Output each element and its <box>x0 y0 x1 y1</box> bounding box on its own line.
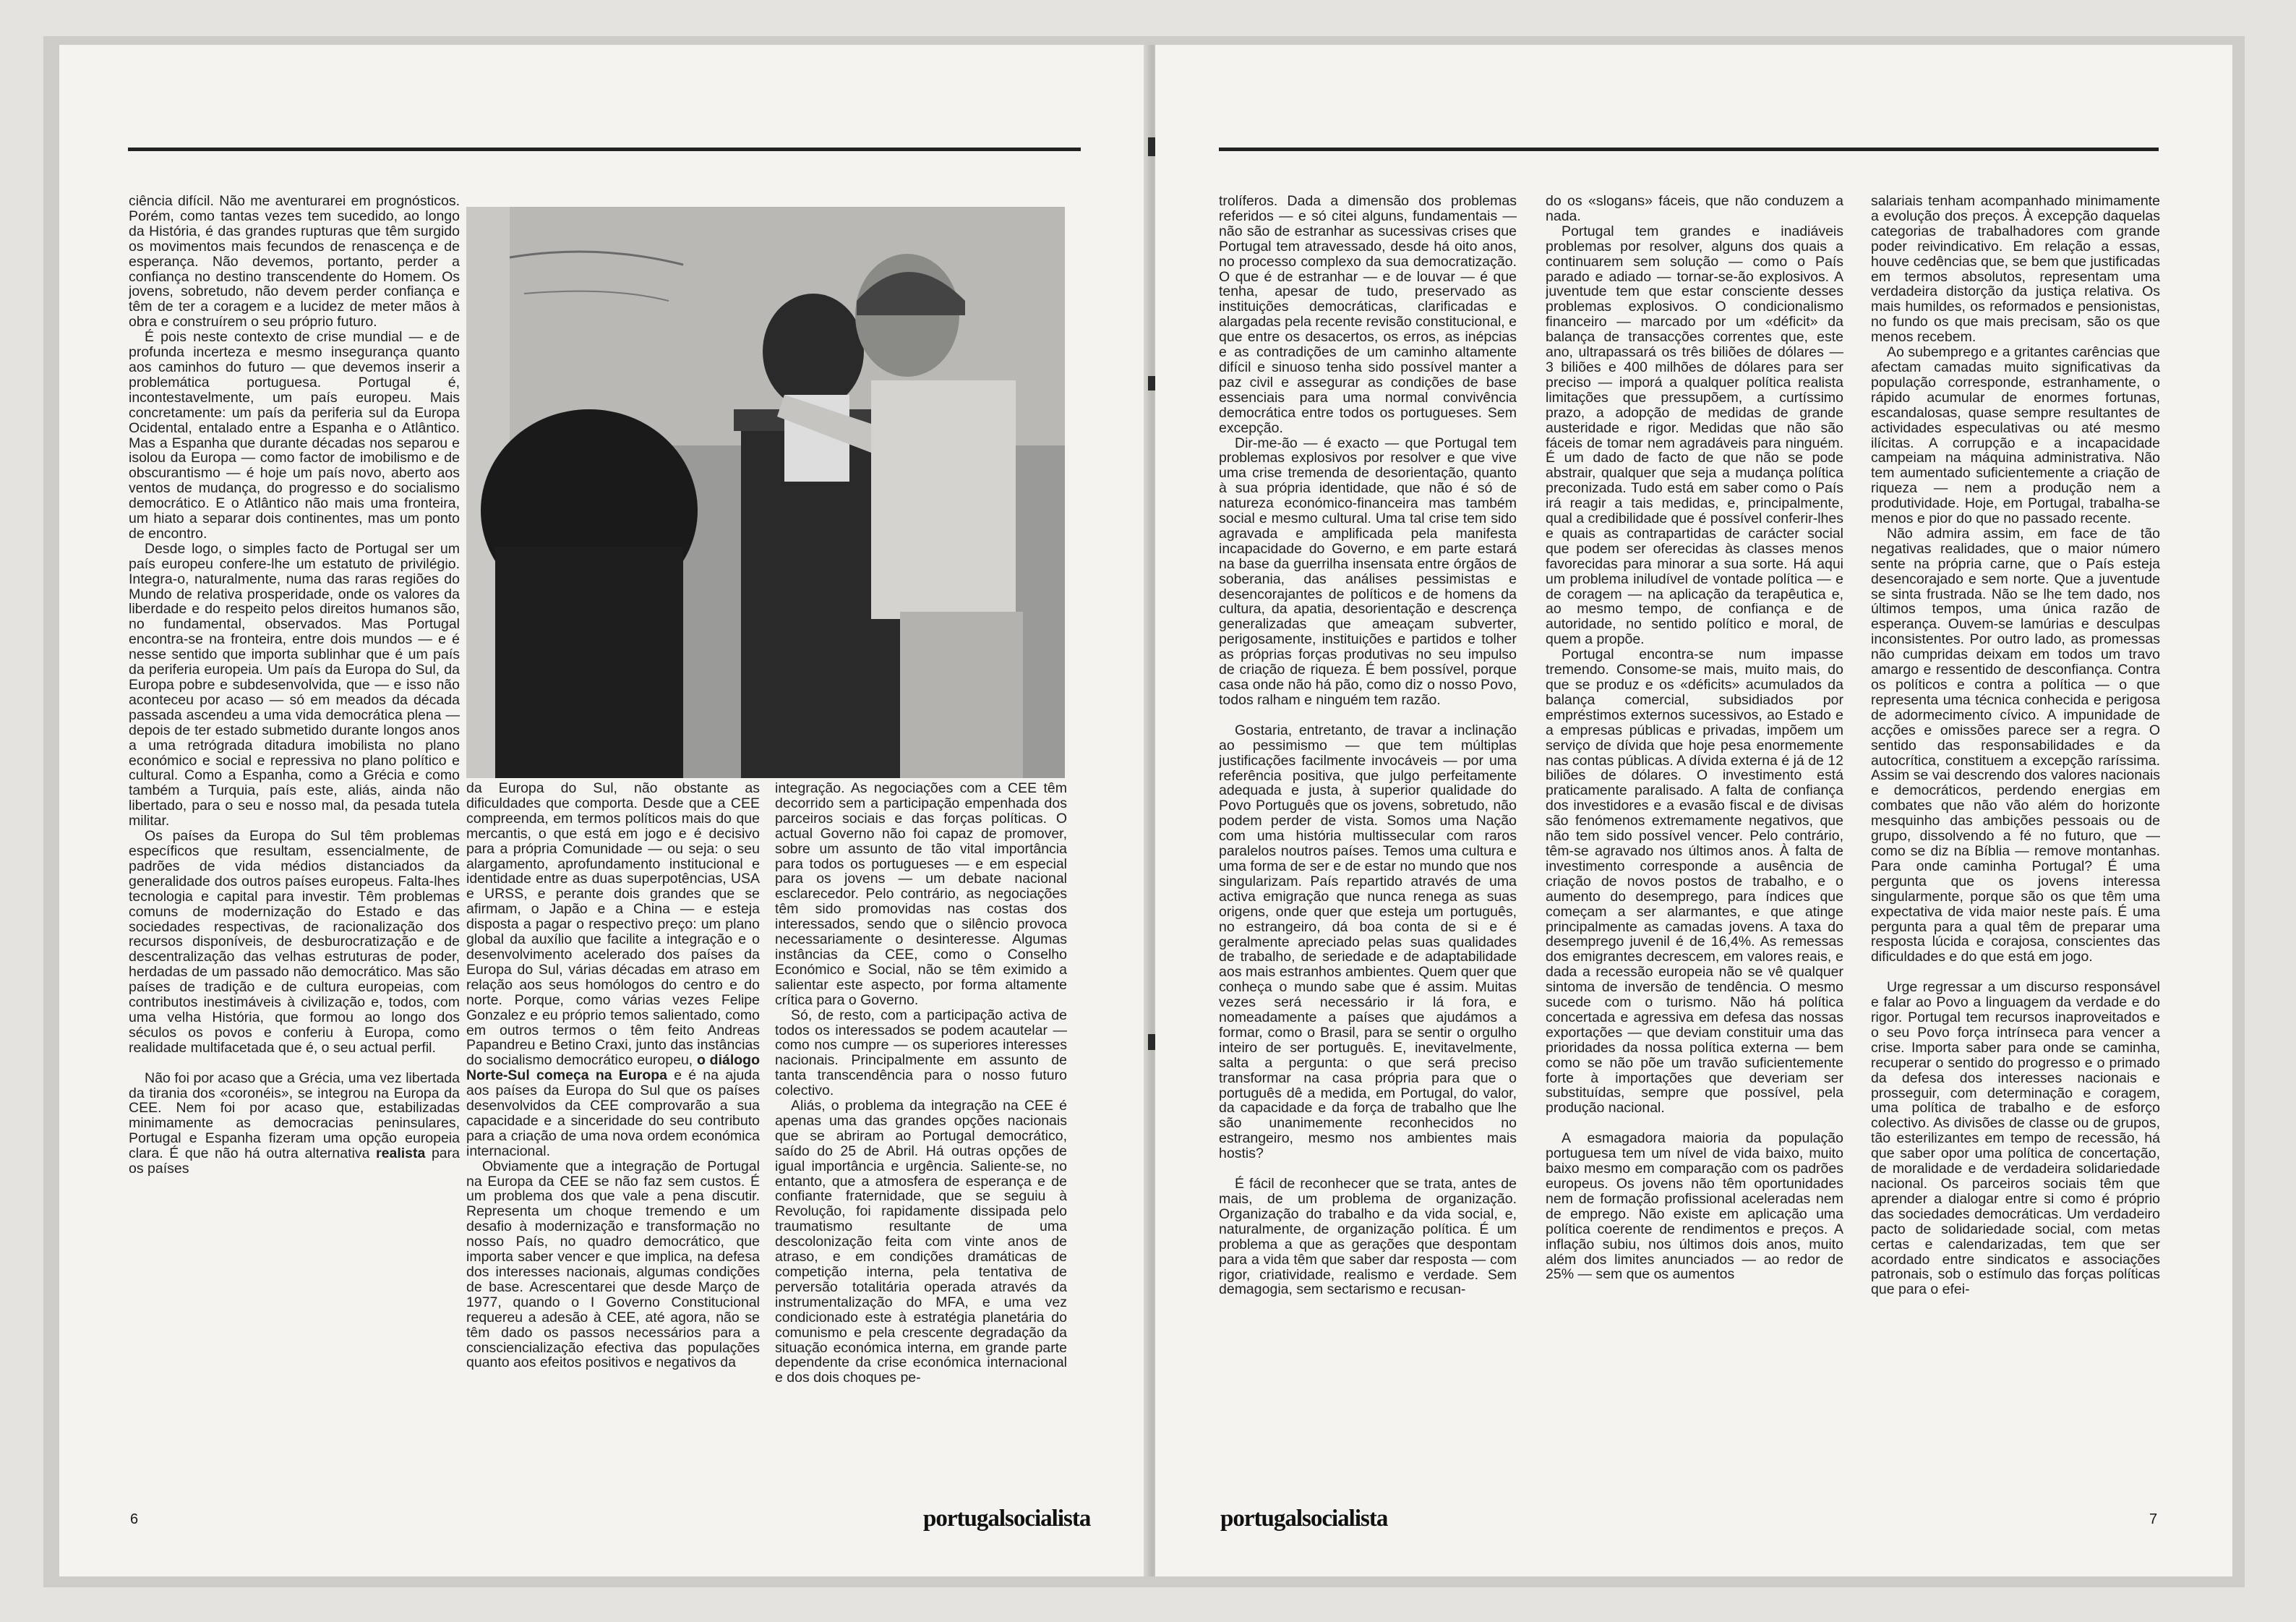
page-number: 6 <box>130 1511 139 1527</box>
paragraph: Não admira assim, em face de tão negativas realidades, que o maior número sente na própria carne, que o País esteja desencorajado e sem norte. Que a juventude se sinta frustrada. Não se lhe tem dado, nos últimos tempos, uma única razão de esperança. Ouvem-se lamúrias e desculpas inconsistentes. Por outro lado, as promessas não cumpridas deixam em todos um travo amargo e ressentido de desconfiança. Contra os políticos e contra a política — o que representa uma técnica conhecida e perigosa de adormecimento cívico. A impunidade de acções e omissões parece ser a regra. O sentido das responsabilidades e da autocrítica, constituem a excepção raríssima. Assim se vai descrendo dos valores nacionais e democráticos, perdendo energias em combates que não vão além do horizonte mesquinho das ambições pessoais ou de grupo, dissolvendo a fé no futuro, que — como se diz na Bíblia — remove montanhas. Para onde caminha Portugal? É uma pergunta que os jovens interessa singularmente, porque são os que têm uma expectativa de vida maior neste país. É uma pergunta para a qual têm de preparar uma resposta lúcida e corajosa, conscientes das dificuldades e do que está em jogo. <box>1871 525 2160 965</box>
left-column-1 <box>129 194 460 1495</box>
right-column-1 <box>1219 194 1517 1495</box>
bold-phrase: o diálogo Norte-Sul começa na Europa <box>466 1052 760 1084</box>
paragraph: É pois neste contexto de crise mundial — e de profunda incerteza e mesmo insegurança quanto aos caminhos do futuro — que devemos inserir a problemática portuguesa. Portugal é, incontestavelmente, um país europeu. Mais concretamente: um país da periferia sul da Europa Ocidental, entalado entre a Espanha e o Atlântico. Mas a Espanha que durante décadas nos separou e isolou da Europa — como factor de imobilismo e de obscurantismo — é hoje um país novo, aberto aos ventos de mudança, do progresso e do socialismo democrático. E o Atlântico não mais uma fronteira, um hiato a separar dois continentes, mas um ponto de encontro. <box>129 329 460 542</box>
paragraph-text: Não foi por acaso que a Grécia, uma vez libertada da tirania dos «coronéis», se integrou na Europa da CEE. Nem foi por acaso que, estabilizadas minimamente as democracias peninsulares, Portugal e Espanha fizeram uma opção europeia clara. É que não há outra alternativa <box>129 1070 460 1162</box>
paragraph <box>466 781 760 1159</box>
paragraph: Desde logo, o simples facto de Portugal ser um país europeu confere-lhe um estatuto de privilégio. Integra-o, naturalmente, numa das raras regiões do Mundo de relativa prosperidade, onde os valores da liberdade e do respeito pelos direitos humanos são, no fundamental, observados. Mas Portugal encontra-se na fronteira, entre dois mundos — e é nesse sentido que importa sublinhar que é um país da periferia europeia. Um país da Europa do Sul, da Europa pobre e subdesenvolvida, que — e isso não aconteceu por acaso — só em meados da década passada ascendeu a uma vida democrática plena — depois de ter estado submetido durante longos anos a uma retrógrada ditadura imobilista no plano económico e social e repressiva no plano político e cultural. Como a Espanha, como a Grécia e como também a Turquia, país este, aliás, ainda não libertado, para o seu e nosso mal, da pesada tutela militar. <box>129 540 460 829</box>
top-rule <box>1219 148 2159 151</box>
paragraph: salariais tenham acompanhado minimamente a evolução dos preços. À excepção daquelas categorias de trabalhadores com grande poder reivindicativo. Em relação a essas, houve cedências que, se bem que justificadas em termos absolutos, representam uma verdadeira distorção da justiça relativa. Os mais humildes, os reformados e pensionistas, no fundo os que mais precisam, são os que menos recebem. <box>1871 194 2160 346</box>
paragraph: É fácil de reconhecer que se trata, antes de mais, de um problema de organização. Organização do trabalho e da vida social, e, naturalmente, de organização política. É um problema a que as gerações que despontam para a vida têm que saber dar resposta — com rigor, criatividade, realismo e verdade. Sem demagogia, sem sectarismo e recusan- <box>1219 1176 1517 1298</box>
paragraph-last <box>129 1071 460 1177</box>
paragraph: trolíferos. Dada a dimensão dos problemas referidos — e só citei alguns, fundamentais — não são de estranhar as sucessivas crises que Portugal tem atravessado, desde há oito anos, no processo complexo da sua democratização. O que é de estranhar — e de louvar — é que tenha, apesar de tudo, preservado as instituições democráticas, clarificadas e alargadas pela recente revisão constitucional, e que entre os desacertos, os erros, as inépcias e as contradições de um caminho altamente difícil e sinuoso tenha sido possível manter a paz civil e assegurar as condições de base essenciais para uma normal convivência democrática entre todos os portugueses. Sem excepção. <box>1219 194 1517 436</box>
left-column-2 <box>466 781 760 1495</box>
page-number: 7 <box>2149 1511 2158 1527</box>
paragraph: Os países da Europa do Sul têm problemas específicos que resultam, essencialmente, de padrões de vida médios distanciados da generalidade dos outros países europeus. Falta-lhes tecnologia e capital para investir. Têm problemas comuns de modernização do Estado e das sociedades respectivas, de racionalização dos recursos disponíveis, de desburocratização e de descentralização das velhas estruturas de poder, herdadas de um passado não democrático. Mas são países de tradição e de cultura europeias, com contributos inestimáveis à civilização e, todos, com uma velha História, que formou ao longo dos séculos os povos e conferiu à Europa, como realidade multifacetada que é, o seu actual perfil. <box>129 828 460 1056</box>
left-column-3 <box>775 781 1067 1495</box>
paragraph: Portugal tem grandes e inadiáveis problemas por resolver, alguns dos quais a continuarem sem solução — como o País parado e adiado — tornar-se-ão explosivos. A juventude tem que estar consciente desses problemas explosivos. O condicionalismo financeiro — marcado por um «déficit» da balança de transacções correntes que, este ano, ultrapassará os três biliões de dólares — 3 biliões e 400 milhões de dólares para ser preciso — imporá a qualquer política realista limitações que pressupõem, a curtíssimo prazo, a adopção de medidas de grande austeridade e rigor. Medidas que não são fáceis de tomar nem agradáveis para ninguém. É um dado de facto de que não se pode abstrair, qualquer que seja a mudança política preconizada. Tudo está em saber como o País irá reagir a tais medidas, e, principalmente, qual a credibilidade que é possível conferir-lhes e quais as contrapartidas de carácter social que podem ser oferecidas às classes menos favorecidas para minorar a sua sorte. Há aqui um problema iniludível de vontade política — e de coragem — na aplicação da terapêutica e, ao mesmo tempo, de confiança e de autoridade, no sentido político e moral, de quem a propõe. <box>1546 223 1843 648</box>
right-page <box>1155 45 2232 1576</box>
left-page <box>59 45 1151 1576</box>
paragraph: integração. As negociações com a CEE têm decorrido sem a participação empenhada dos parceiros sociais e das forças políticas. O actual Governo não foi capaz de promover, sobre um assunto de tão vital importância para todos os portugueses — e em especial para os jovens — um debate nacional esclarecedor. Pelo contrário, as negociações têm sido promovidas nas costas dos interessados, sendo que o silêncio provoca necessariamente o desinteresse. Algumas instâncias da CEE, como o Conselho Económico e Social, não se têm eximido a salientar este aspecto, por forma altamente crítica para o Governo. <box>775 781 1067 1008</box>
masthead-logo: portugalsocialista <box>923 1506 1091 1532</box>
paragraph-text: da Europa do Sul, não obstante as dificuldades que comporta. Desde que a CEE compreenda, em termos políticos mais do que mercantis, o que está em jogo e é decisivo para a própria Comunidade — ou seja: o seu alargamento, aprofundamento institucional e identidade entre as duas superpotências, USA e URSS, e perante dois grandes que se afirmam, o Japão e a China — e esteja disposta a pagar o respectivo preço: um plano global da auxílio que facilite a integração e o desenvolvimento acelerado dos países da Europa do Sul, várias décadas em atraso em relação aos seus homólogos do centro e do norte. Porque, como várias vezes Felipe Gonzalez e eu próprio temos salientado, como em outros termos o têm feito Andreas Papandreu e Betino Craxi, junto das instâncias do socialismo democrático europeu, <box>466 781 760 1069</box>
paragraph: Obviamente que a integração de Portugal na Europa da CEE se não faz sem custos. É um problema dos que vale a pena discutir. Representa um choque tremendo e um desafio à modernização e transformação no nosso País, no quadro democrático, que importa saber vencer e que implica, na defesa dos interesses nacionais, algumas condições de base. Acrescentarei que desde Março de 1977, quando o I Governo Constitucional requereu a adesão à CEE, até agora, não se têm dado os passos necessários para a consciencialização efectiva das populações quanto aos efeitos positivos e negativos da <box>466 1158 760 1371</box>
paragraph: do os «slogans» fáceis, que não conduzem a nada. <box>1546 194 1843 224</box>
masthead-logo: portugalsocialista <box>1220 1506 1388 1532</box>
bold-word: realista <box>376 1145 426 1162</box>
right-column-3 <box>1871 194 2160 1495</box>
paragraph: Gostaria, entretanto, de travar a inclinação ao pessimismo — que tem múltiplas justificações facilmente invocáveis — por uma referência positiva, que julgo perfeitamente adequada e justa, à superior qualidade do Povo Português que os jovens, sobretudo, não podem perder de vista. Somos uma Nação com uma história multissecular com raros paralelos noutros países. Temos uma cultura e uma forma de ser e de estar no mundo que nos singularizam. País repartido através de uma activa emigração que nunca renega as suas origens, onde quer que esteja um português, no estrangeiro, dá boa conta de si e é geralmente apreciado pelas suas qualidades de trabalho, de seriedade e de adaptabilidade aos mais estranhos ambientes. Quem quer que conheça o mundo sabe que é assim. Muitas vezes será necessário ir lá fora, e nomeadamente a países que ajudámos a formar, como o Brasil, para se sentir o orgulho inteiro de ser português. E, inevitavelmente, salta a pergunta: o que será preciso transformar na casa própria para que o português dê a medida, em Portugal, do valor, da capacidade e da força de trabalho que lhe são unanimemente reconhecidos no estrangeiro, mesmo nos ambientes mais hostis? <box>1219 722 1517 1162</box>
top-rule <box>128 148 1081 151</box>
paragraph-tail: para os países <box>129 1145 460 1177</box>
right-column-2 <box>1546 194 1843 1495</box>
paragraph: Portugal encontra-se num impasse tremendo. Consome-se mais, muito mais, do que se produz e os «déficits» acumulados da balança comercial, subsidiados por empréstimos externos sucessivos, ao Estado e a empresas públicas e privadas, impõem um serviço de dívida que hoje pesa enormemente nas contas públicas. A dívida externa é já de 12 biliões de dólares. O investimento está praticamente paralisado. A falta de confiança dos investidores e a evasão fiscal e de divisas são fenómenos extremamente negativos, que não tem sido possível vencer. Pelo contrário, têm-se agravado nos últimos anos. À falta de investimento corresponde a ausência de criação de novos postos de trabalho, e o aumento do desemprego, para índices que começam a ser alarmantes, e que atinge principalmente as camadas jovens. A taxa do desemprego juvenil é de 16,4%. As remessas dos emigrantes decrescem, em valores reais, e dada a recessão europeia não se vê qualquer sintoma de inversão de tendência. O mesmo sucede com o turismo. Não há política concertada e agressiva em defesa das nossas exportações — que deviam constituir uma das prioridades da nossa política externa — bem como se não põe um travão suficientemente forte à importações que deveriam ser substituídas, sempre que possível, pela produção nacional. <box>1546 646 1843 1117</box>
paragraph: Dir-me-ão — é exacto — que Portugal tem problemas explosivos por resolver e que vive uma crise tremenda de desorientação, quanto à sua própria identidade, que não é só de natureza económico-financeira mas também social e mesmo cultural. Uma tal crise tem sido agravada e amplificada pela manifesta incapacidade do Governo, e em parte estará na base da guerrilha insensata entre órgãos de soberania, das análises pessimistas e desencorajantes de políticos e de homens da cultura, da apatia, desorientação e descrença generalizadas que ameaçam subverter, perigosamente, instituições e partidos e tolher as próprias forças produtivas no seu impulso de criação de riqueza. É bem possível, porque casa onde não há pão, como diz o nosso Povo, todos ralham e ninguém tem razão. <box>1219 435 1517 708</box>
photo-people-at-ballot-box <box>466 207 1065 778</box>
paragraph: A esmagadora maioria da população portuguesa tem um nível de vida baixo, muito baixo mesmo em comparação com os padrões europeus. Os jovens não têm oportunidades nem de formação profissional aceleradas nem de emprego. Não existe em aplicação uma política coerente de rendimentos e preços. A inflação subiu, nos últimos dois anos, muito além dos limites anunciados — ao redor de 25% — sem que os aumentos <box>1546 1130 1843 1283</box>
paragraph-tail: e é na ajuda aos países da Europa do Sul que os países desenvolvidos da CEE comprovarão a sua capacidade e a sinceridade do seu contributo para a criação de uma nova ordem económica internacional. <box>466 1067 760 1159</box>
paragraph: Urge regressar a um discurso responsável e falar ao Povo a linguagem da verdade e do rigor. Portugal tem recursos inaproveitados e o seu Povo força intrínseca para vencer a crise. Importa saber para onde se caminha, recuperar o sentido do progresso e o primado da defesa dos interesses nacionais e prosseguir, com determinação e coragem, uma política de trabalho e de esforço colectivo. As divisões de classe ou de grupos, tão esterilizantes em tempo de recessão, há que saber opor uma política de concertação, de moralidade e de verdadeira solidariedade nacional. Os parceiros sociais têm que aprender a dialogar entre si como é próprio das sociedades democráticas. Um verdadeiro pacto de solidariedade social, com metas certas e calendarizadas, tem que ser acordado entre sindicatos e associações patronais, sob o estímulo das forças políticas que para o efei- <box>1871 979 2160 1298</box>
paragraph: Aliás, o problema da integração na CEE é apenas uma das grandes opções nacionais que se abriram ao Portugal democrático, saído do 25 de Abril. Há outras opções de igual importância e urgência. Saliente-se, no entanto, que a atmosfera de esperança e de confiante fraternidade, que se seguiu à Revolução, foi rapidamente dissipada pelo traumatismo resultante de uma descolonização feita com vinte anos de atraso, e em condições dramáticas de competição interna, pela tentativa de perversão totalitária operada através da instrumentalização do MFA, e uma vez condicionado este à estratégia planetária do comunismo e pela crescente degradação da situação económica interna, em grande parte dependente da crise económica internacional e dos dois choques pe- <box>775 1098 1067 1386</box>
paragraph: ciência difícil. Não me aventurarei em prognósticos. Porém, como tantas vezes tem sucedido, ao longo da História, é das grandes rupturas que têm surgido os movimentos mais fecundos de renascença e de esperança. Não devemos, portanto, perder a confiança no destino transcendente do Homem. Os jovens, sobretudo, não devem perder confiança e têm de ter a coragem e a lucidez de meter mãos à obra e construírem o seu próprio futuro. <box>129 194 460 330</box>
paragraph: Ao subemprego e a gritantes carências que afectam camadas muito significativas da população corresponde, estranhamente, o rápido acumular de enormes fortunas, escandalosas, quase sempre resultantes de actividades especulativas ou até mesmo ilícitas. A corrupção e a incapacidade campeiam na máquina administrativa. Não tem aumentado suficientemente a criação de riqueza — nem a produção nem a produtividade. Hoje, em Portugal, trabalha-se menos e pior do que no passado recente. <box>1871 344 2160 527</box>
photo-image <box>466 207 1065 778</box>
paragraph: Só, de resto, com a participação activa de todos os interessados se podem acautelar — como nos cumpre — os superiores interesses nacionais. Principalmente em assunto de tanta transcendência para o nosso futuro colectivo. <box>775 1007 1067 1099</box>
